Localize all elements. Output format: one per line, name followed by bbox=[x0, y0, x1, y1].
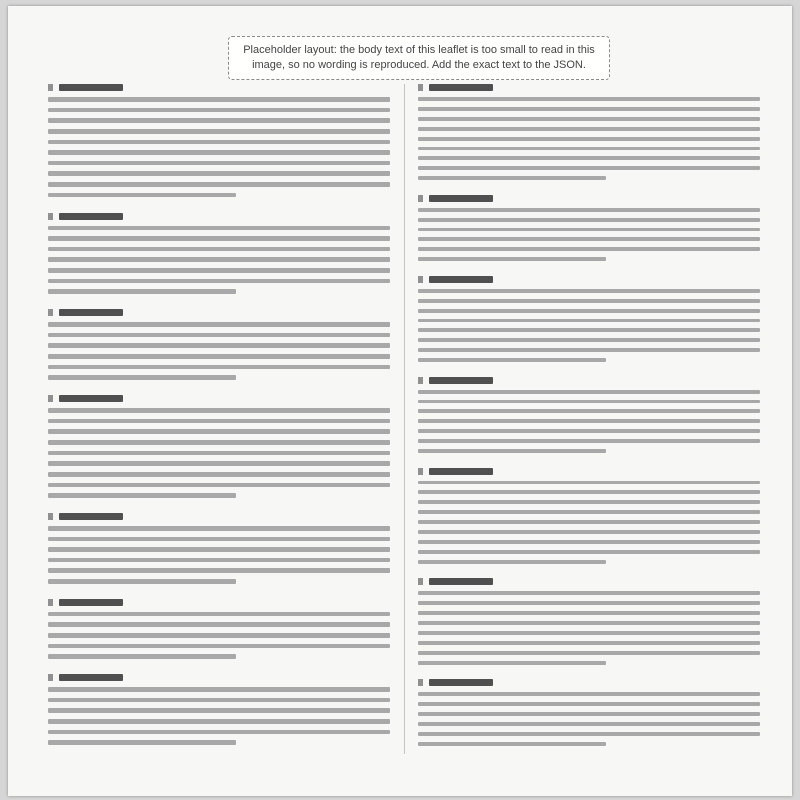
bracket-mark-icon bbox=[418, 84, 423, 91]
body-text-line bbox=[418, 289, 760, 293]
body-text-line bbox=[418, 742, 606, 746]
bracket-mark-icon bbox=[48, 309, 53, 316]
body-text-line bbox=[48, 161, 390, 166]
body-text-line bbox=[418, 621, 760, 625]
body-text-line bbox=[48, 375, 236, 380]
body-text-line bbox=[418, 390, 760, 394]
body-text-line bbox=[418, 409, 760, 413]
section-spacer bbox=[48, 665, 390, 668]
body-text-line bbox=[48, 419, 390, 424]
heading-text-placeholder bbox=[429, 377, 493, 384]
section-spacer bbox=[418, 186, 760, 189]
body-text-line bbox=[48, 140, 390, 145]
heading-text-placeholder bbox=[59, 513, 123, 520]
body-text-line bbox=[48, 129, 390, 134]
body-text-line bbox=[418, 338, 760, 342]
body-text-line bbox=[48, 257, 390, 262]
right-section-heading bbox=[418, 377, 760, 384]
body-text-line bbox=[418, 156, 760, 160]
heading-text-placeholder bbox=[59, 674, 123, 681]
body-text-line bbox=[418, 702, 760, 706]
body-text-line bbox=[418, 550, 760, 554]
section-spacer bbox=[48, 504, 390, 507]
body-text-line bbox=[418, 692, 760, 696]
right-section-heading bbox=[418, 276, 760, 283]
body-text-line bbox=[418, 228, 760, 232]
bracket-mark-icon bbox=[418, 377, 423, 384]
body-text-line bbox=[418, 117, 760, 121]
body-text-line bbox=[48, 247, 390, 252]
left-section-heading bbox=[48, 599, 390, 606]
body-text-line bbox=[48, 451, 390, 456]
body-text-line bbox=[418, 218, 760, 222]
body-text-line bbox=[418, 712, 760, 716]
right-section-heading bbox=[418, 195, 760, 202]
body-text-line bbox=[48, 568, 390, 573]
body-text-line bbox=[48, 171, 390, 176]
body-text-line bbox=[48, 537, 390, 542]
body-text-line bbox=[48, 708, 390, 713]
body-text-line bbox=[48, 719, 390, 724]
left-section-heading bbox=[48, 513, 390, 520]
bracket-mark-icon bbox=[48, 84, 53, 91]
body-text-line bbox=[48, 558, 390, 563]
body-text-line bbox=[418, 147, 760, 151]
body-text-line bbox=[48, 612, 390, 617]
body-text-line bbox=[48, 289, 236, 294]
body-text-line bbox=[48, 654, 236, 659]
section-spacer bbox=[418, 752, 760, 754]
heading-text-placeholder bbox=[429, 195, 493, 202]
bracket-mark-icon bbox=[418, 468, 423, 475]
section-spacer bbox=[48, 386, 390, 389]
body-text-line bbox=[418, 107, 760, 111]
left-text-column bbox=[48, 84, 390, 754]
body-text-line bbox=[418, 328, 760, 332]
body-text-line bbox=[418, 520, 760, 524]
body-text-line bbox=[418, 530, 760, 534]
heading-text-placeholder bbox=[59, 84, 123, 91]
section-spacer bbox=[418, 267, 760, 270]
body-text-line bbox=[418, 429, 760, 433]
body-text-line bbox=[418, 176, 606, 180]
heading-text-placeholder bbox=[59, 213, 123, 220]
body-text-line bbox=[48, 108, 390, 113]
body-text-line bbox=[48, 408, 390, 413]
body-text-line bbox=[418, 661, 606, 665]
body-text-line bbox=[418, 481, 760, 485]
body-text-line bbox=[48, 365, 390, 370]
heading-text-placeholder bbox=[429, 679, 493, 686]
body-text-line bbox=[48, 644, 390, 649]
body-text-line bbox=[48, 526, 390, 531]
bracket-mark-icon bbox=[48, 599, 53, 606]
body-text-line bbox=[48, 698, 390, 703]
body-text-line bbox=[48, 493, 236, 498]
heading-text-placeholder bbox=[429, 578, 493, 585]
body-text-line bbox=[418, 591, 760, 595]
body-text-line bbox=[418, 127, 760, 131]
bracket-mark-icon bbox=[418, 195, 423, 202]
body-text-line bbox=[48, 354, 390, 359]
bracket-mark-icon bbox=[418, 578, 423, 585]
body-text-line bbox=[418, 560, 606, 564]
section-spacer bbox=[418, 671, 760, 674]
left-section-heading bbox=[48, 309, 390, 316]
body-text-line bbox=[418, 601, 760, 605]
body-text-line bbox=[48, 236, 390, 241]
body-text-line bbox=[418, 449, 606, 453]
section-spacer bbox=[48, 751, 390, 754]
body-text-line bbox=[418, 439, 760, 443]
body-text-line bbox=[418, 358, 606, 362]
right-section-heading bbox=[418, 578, 760, 585]
body-text-line bbox=[48, 150, 390, 155]
body-text-line bbox=[418, 651, 760, 655]
body-text-line bbox=[418, 732, 760, 736]
body-text-line bbox=[48, 333, 390, 338]
body-text-line bbox=[48, 483, 390, 488]
body-text-line bbox=[418, 611, 760, 615]
heading-text-placeholder bbox=[59, 309, 123, 316]
body-text-line bbox=[418, 490, 760, 494]
body-text-line bbox=[418, 97, 760, 101]
heading-text-placeholder bbox=[59, 599, 123, 606]
bracket-mark-icon bbox=[418, 679, 423, 686]
bracket-mark-icon bbox=[48, 213, 53, 220]
right-section-heading bbox=[418, 84, 760, 91]
body-text-line bbox=[418, 722, 760, 726]
body-text-line bbox=[48, 687, 390, 692]
body-text-line bbox=[418, 257, 606, 261]
bracket-mark-icon bbox=[418, 276, 423, 283]
body-text-line bbox=[48, 226, 390, 231]
section-spacer bbox=[418, 570, 760, 573]
heading-text-placeholder bbox=[429, 276, 493, 283]
bracket-mark-icon bbox=[48, 513, 53, 520]
body-text-line bbox=[48, 740, 236, 745]
body-text-line bbox=[48, 268, 390, 273]
body-text-line bbox=[418, 208, 760, 212]
body-text-line bbox=[48, 633, 390, 638]
body-text-line bbox=[48, 472, 390, 477]
body-text-line bbox=[418, 237, 760, 241]
body-text-line bbox=[48, 579, 236, 584]
section-spacer bbox=[418, 459, 760, 462]
section-spacer bbox=[48, 300, 390, 303]
body-text-line bbox=[418, 319, 760, 323]
section-spacer bbox=[48, 203, 390, 206]
body-text-line bbox=[48, 279, 390, 284]
bracket-mark-icon bbox=[48, 674, 53, 681]
body-text-line bbox=[418, 540, 760, 544]
body-text-line bbox=[418, 166, 760, 170]
left-section-heading bbox=[48, 674, 390, 681]
transcription-notice: Placeholder layout: the body text of this leaflet is too small to read in this image, so no wording is reproduced. Add the exact text to the JSON. bbox=[228, 36, 610, 80]
body-text-line bbox=[48, 343, 390, 348]
body-text-line bbox=[48, 730, 390, 735]
section-spacer bbox=[418, 368, 760, 371]
body-text-line bbox=[418, 631, 760, 635]
body-text-line bbox=[48, 440, 390, 445]
body-text-line bbox=[48, 622, 390, 627]
left-section-heading bbox=[48, 213, 390, 220]
body-text-line bbox=[418, 510, 760, 514]
body-text-line bbox=[418, 137, 760, 141]
body-text-line bbox=[48, 193, 236, 198]
body-text-line bbox=[48, 547, 390, 552]
body-text-line bbox=[48, 97, 390, 102]
heading-text-placeholder bbox=[429, 84, 493, 91]
body-text-line bbox=[418, 309, 760, 313]
body-text-line bbox=[48, 429, 390, 434]
heading-text-placeholder bbox=[59, 395, 123, 402]
left-section-heading bbox=[48, 395, 390, 402]
heading-text-placeholder bbox=[429, 468, 493, 475]
left-section-heading bbox=[48, 84, 390, 91]
document-page bbox=[8, 6, 792, 796]
body-text-line bbox=[48, 322, 390, 327]
column-divider bbox=[404, 84, 405, 754]
right-section-heading bbox=[418, 679, 760, 686]
body-text-line bbox=[418, 348, 760, 352]
right-text-column bbox=[418, 84, 760, 754]
body-text-line bbox=[48, 118, 390, 123]
bracket-mark-icon bbox=[48, 395, 53, 402]
right-section-heading bbox=[418, 468, 760, 475]
body-text-line bbox=[418, 299, 760, 303]
body-text-line bbox=[418, 419, 760, 423]
body-text-line bbox=[418, 500, 760, 504]
section-spacer bbox=[48, 590, 390, 593]
body-text-line bbox=[418, 641, 760, 645]
body-text-line bbox=[418, 400, 760, 404]
body-text-line bbox=[418, 247, 760, 251]
body-text-line bbox=[48, 461, 390, 466]
body-text-line bbox=[48, 182, 390, 187]
